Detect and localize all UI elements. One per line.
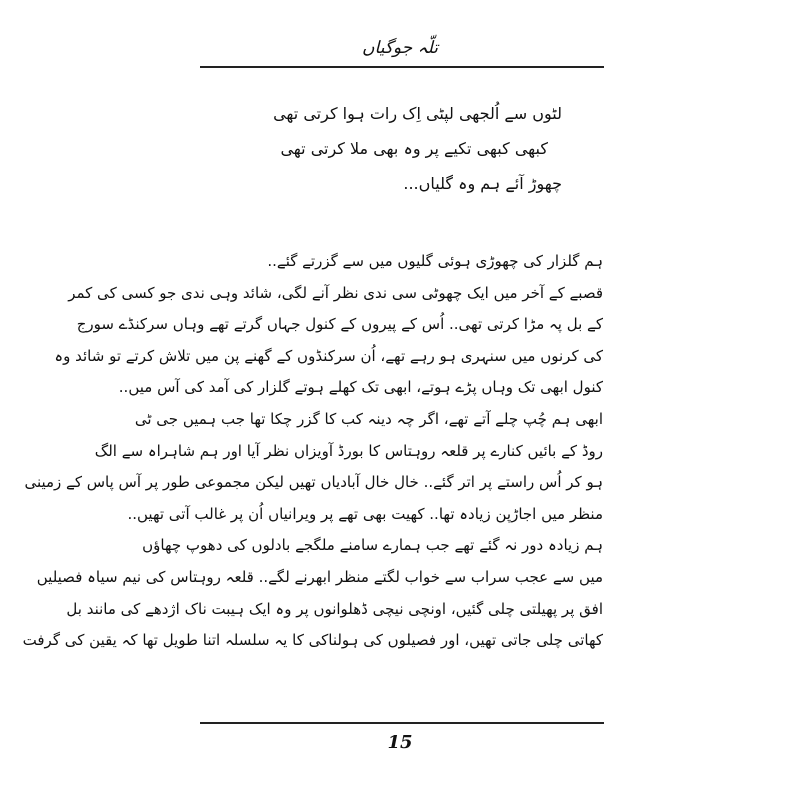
poem-stanza (273, 96, 562, 201)
poem-line: کبھی کبھی تکیے پر وہ بھی ملا کرتی تھی (280, 139, 548, 158)
prose-line: کھاتی چلی جاتی تھیں، اور فصیلوں کی ہولناکی کا یہ سلسلہ اتنا طویل تھا کہ یقین کی گرفت (22, 631, 603, 650)
prose-line: میں سے عجب سراب سے خواب لگتے منظر ابھرنے لگے.. قلعہ روہتاس کی نیم سیاہ فصیلیں (36, 567, 603, 586)
prose-line: قصبے کے آخر میں ایک چھوٹی سی ندی نظر آنے لگی، شائد وہی ندی جو کسی کی کمر (68, 283, 603, 302)
running-head: تلّہ جوگیاں (362, 38, 438, 58)
prose-line: ہم گلزار کی چھوڑی ہوئی گلیوں میں سے گزرتے گئے.. (267, 252, 603, 270)
prose-line: منظر میں اجاڑپن زیادہ تھا.. کھیت بھی تھے پر ویرانیاں اُن پر غالب آتی تھیں.. (127, 504, 603, 523)
prose-line: افق پر پھیلتی چلی گئیں، اونچی نیچی ڈھلوانوں پر وہ ایک ہیبت ناک اژدھے کی مانند بل (66, 599, 603, 618)
prose-line: ابھی ہم چُپ چلے آتے تھے، اگر چہ دینہ کب کا گزر چکا تھا جب ہمیں جی ٹی (134, 409, 603, 428)
prose-line: ہم زیادہ دور نہ گئے تھے جب ہمارے سامنے ملگجے بادلوں کی دھوپ چھاؤں (142, 536, 603, 555)
page-number: 15 (387, 732, 413, 753)
poem-line: لٹوں سے اُلجھی لپٹی اِک رات ہوا کرتی تھی (273, 104, 562, 123)
prose-line: کی کرنوں میں سنہری ہو رہے تھے، اُن سرکنڈوں کے گھنے پن میں تلاش کرتے تو شائد وہ (54, 346, 603, 365)
poem-line: چھوڑ آئے ہم وہ گلیاں... (403, 174, 562, 193)
prose-body (22, 246, 603, 657)
prose-line: ہو کر اُس راستے پر اتر گئے.. خال خال آبادیاں تھیں لیکن مجموعی طور پر آس پاس کے زمینی (24, 473, 603, 492)
prose-line: کے بل پہ مڑا کرتی تھی.. اُس کے پیروں کے کنول جہاں گرتے تھے وہاں سرکنڈے سورج (76, 315, 603, 334)
header-rule (200, 66, 604, 68)
footer-rule (200, 722, 604, 724)
prose-line: روڈ کے بائیں کنارے پر قلعہ روہتاس کا بورڈ آویزاں نظر آیا اور ہم شاہراہ سے الگ (94, 441, 603, 460)
prose-line: کنول ابھی تک وہاں پڑے ہوتے، ابھی تک کھلے ہوتے گلزار کی آمد کی آس میں.. (118, 378, 603, 397)
